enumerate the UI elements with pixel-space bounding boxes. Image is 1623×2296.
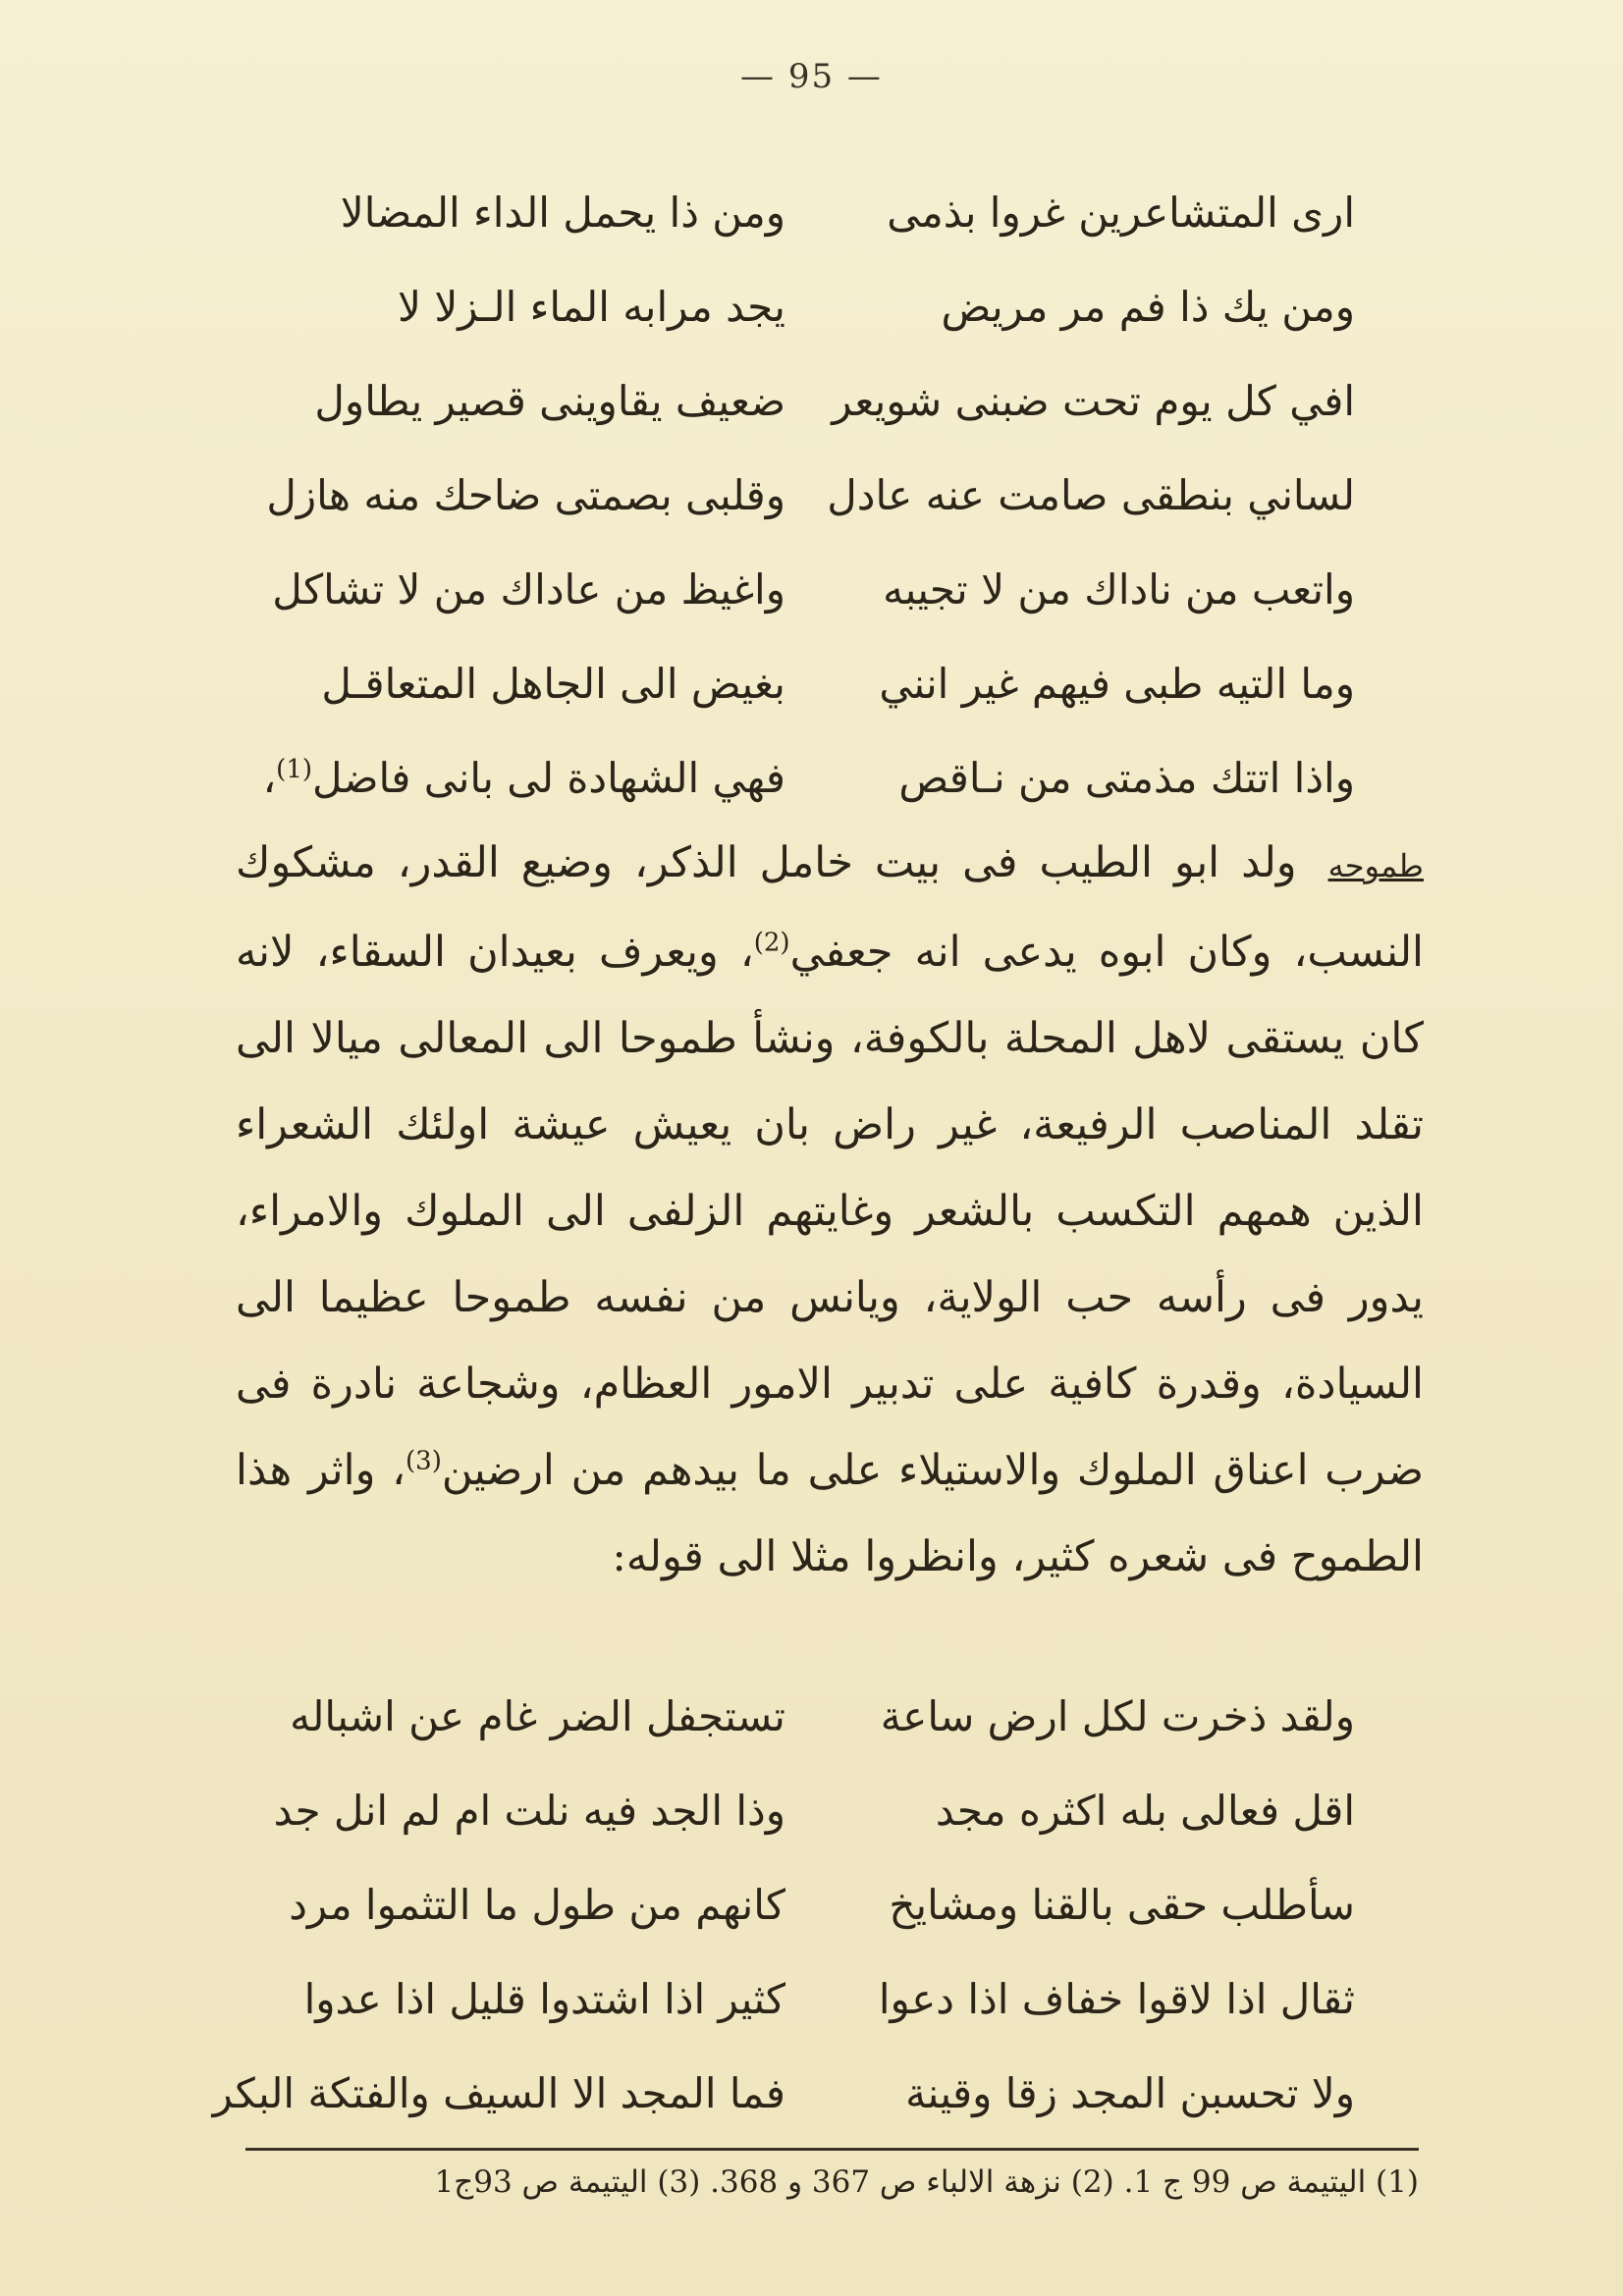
verse-line	[273, 1763, 1355, 1857]
verse-first-hemistich: ثقال اذا لاقوا خفاف اذا دعوا	[878, 1974, 1355, 2023]
prose-text: ، ويعرف بعيدان السقاء، لانه كان يستقى لاهل المحلة بالكوفة، ونشأ طموحا الى المعالى ميالا الى تقلد المناصب الرفيعة، غير راض بان يعيش عيشة اولئك الشعراء الذين همهم التكسب بالشعر وغايتهم الزلفى الى الملوك والامراء، يدور فى رأسه حب الولاية، ويانس من نفسه طموحا عظيما الى السيادة، وقدرة كافية على تدبير الامور العظام، وشجاعة نادرة فى ضرب اعناق الملوك والاستيلاء على ما بيدهم من ارضين	[236, 928, 1424, 1495]
verse-second-hemistich: تستجفل الضر غام عن اشباله	[290, 1691, 785, 1740]
verse-line	[295, 1951, 1355, 2046]
verse-line	[295, 353, 1355, 448]
verse-second-hemistich	[262, 753, 785, 802]
verse-line	[266, 448, 1355, 542]
verse-second-hemistich: وقلبى بصمتى ضاحك منه هازل	[266, 470, 785, 519]
verse-first-hemistich: ارى المتشاعرين غروا بذمى	[887, 187, 1355, 237]
verse-first-hemistich: ومن يك ذا فم مر مريض	[941, 282, 1355, 331]
prose-text: ، واثر هذا الطموح فى شعره كثير، وانظروا مثلا الى قوله:	[236, 1446, 1424, 1581]
verse-second-hemistich: يجد مرابه الماء الـزلا لا	[398, 282, 785, 331]
verse-first-hemistich: سأطلب حقى بالقنا ومشايخ	[889, 1880, 1355, 1929]
prose-paragraph	[236, 820, 1424, 1600]
verse-first-hemistich: افي كل يوم تحت ضبنى شويعر	[832, 376, 1355, 425]
verse-second-hemistich: واغيظ من عاداك من لا تشاكل	[272, 564, 785, 614]
verse-second-hemistich: كانهم من طول ما التثموا مرد	[289, 1880, 785, 1929]
poem-block-top	[262, 165, 1355, 825]
footnotes: (1) اليتيمة ص 99 ج 1. (2) نزهة الالباء ص 367 و 368. (3) اليتيمة ص 93ج1	[434, 2164, 1419, 2200]
footnote-marker: (1)	[276, 754, 313, 784]
page-number: — 95 —	[740, 57, 883, 96]
verse-line	[289, 1857, 1355, 1951]
verse-second-hemistich: فما المجد الا السيف والفتكة البكر	[212, 2068, 785, 2117]
verse-first-hemistich: واتعب من ناداك من لا تجيبه	[883, 564, 1355, 614]
footnote-marker: (2)	[753, 928, 790, 958]
verse-line	[262, 730, 1355, 825]
verse-first-hemistich: لساني بنطقى صامت عنه عادل	[827, 470, 1355, 519]
prose-text: ولد ابو الطيب فى بيت خامل الذكر، وضيع القدر، مشكوك النسب، وكان ابوه يدعى انه جعفي	[236, 838, 1424, 977]
footnote-marker: (3)	[406, 1446, 442, 1476]
verse-line	[272, 542, 1355, 636]
verse-second-hemistich: ضعيف يقاوينى قصير يطاول	[314, 376, 785, 425]
verse-first-hemistich: اقل فعالى بله اكثره مجد	[935, 1786, 1355, 1835]
verse-second-hemistich: ومن ذا يحمل الداء المضالا	[340, 187, 785, 237]
verse-text: فهي الشهادة لى بانى فاضل	[312, 753, 785, 802]
verse-punctuation: ،	[262, 753, 277, 802]
verse-second-hemistich: بغيض الى الجاهل المتعاقـل	[321, 659, 785, 708]
footnote-divider	[245, 2148, 1419, 2151]
verse-second-hemistich: وذا الجد فيه نلت ام لم انل جد	[273, 1786, 785, 1835]
margin-heading: طموحه	[1327, 847, 1424, 884]
verse-line	[290, 1669, 1355, 1763]
verse-second-hemistich: كثير اذا اشتدوا قليل اذا عدوا	[303, 1974, 785, 2023]
verse-line	[295, 636, 1355, 730]
verse-line	[295, 259, 1355, 353]
verse-first-hemistich: وما التيه طبى فيهم غير انني	[879, 659, 1355, 708]
poem-block-bottom	[212, 1669, 1355, 2140]
verse-line	[212, 2046, 1355, 2140]
verse-first-hemistich: واذا اتتك مذمتى من نـاقص	[898, 753, 1355, 802]
verse-first-hemistich: ولا تحسبن المجد زقا وقينة	[905, 2068, 1355, 2117]
verse-first-hemistich: ولقد ذخرت لكل ارض ساعة	[880, 1691, 1355, 1740]
verse-line	[295, 165, 1355, 259]
